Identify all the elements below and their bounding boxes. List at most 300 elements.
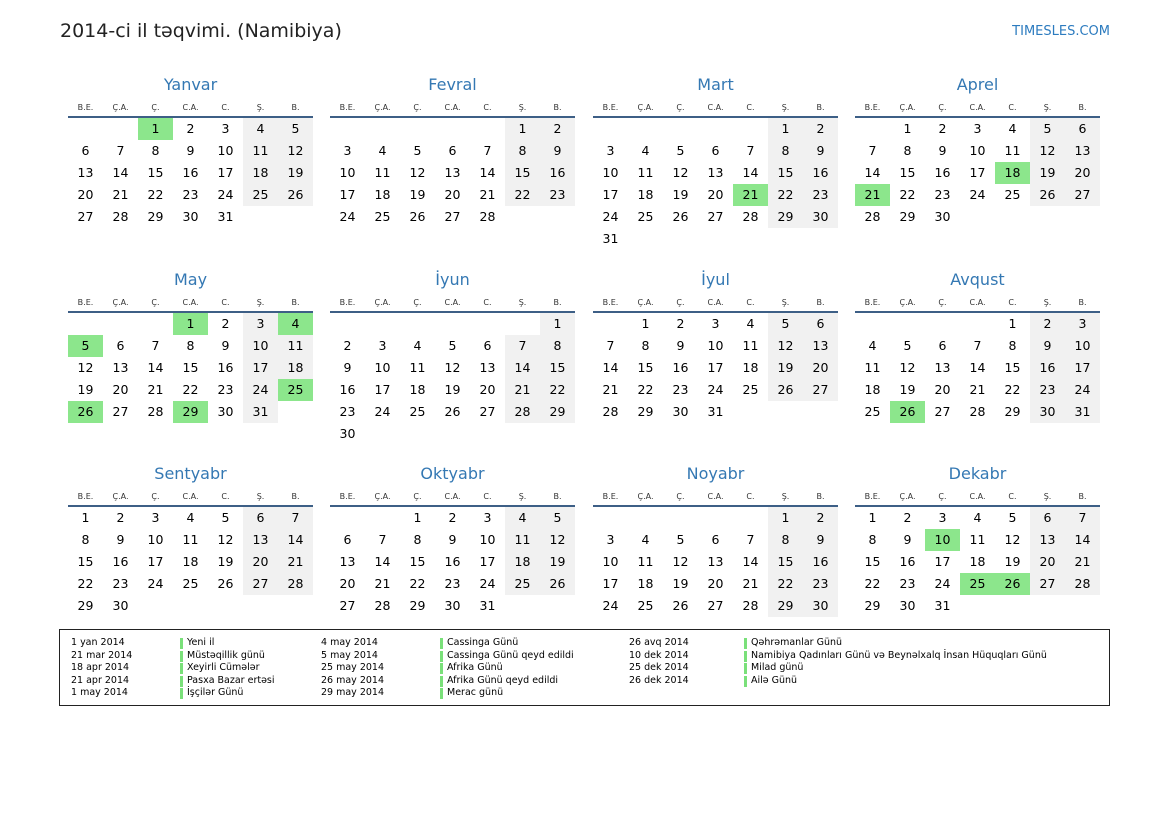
day-cell: 5 [278,118,313,140]
day-cell: 7 [505,335,540,357]
day-cell: 6 [343,532,352,547]
weekday-label: C. [746,298,755,307]
day-cell: 10 [602,554,619,569]
day-cell-holiday: 26 [68,401,103,423]
day-blank [365,118,400,140]
day-cell: 24 [1065,379,1100,401]
day-cell: 17 [147,554,164,569]
day-cell: 27 [444,209,461,224]
month-aprel [855,74,1100,228]
month-name: Noyabr [686,464,745,483]
day-cell: 25 [505,573,540,595]
day-cell: 11 [243,140,278,162]
day-cell: 5 [448,338,457,353]
day-cell: 9 [803,529,838,551]
weekday-header [68,297,313,313]
day-cell: 3 [343,143,352,158]
weekday-label: B.E. [602,492,619,501]
day-cell: 24 [217,187,234,202]
month-name: Fevral [428,75,477,94]
weekday-label: Ç.A. [374,103,391,112]
day-blank [890,313,925,335]
day-blank [103,118,138,140]
day-cell: 8 [540,335,575,357]
day-cell: 16 [934,165,951,180]
month-name: May [173,270,208,289]
day-cell: 12 [899,360,916,375]
day-cell: 10 [602,165,619,180]
day-cell: 22 [864,576,881,591]
day-cell: 6 [938,338,947,353]
day-cell: 25 [243,184,278,206]
day-blank [663,507,698,529]
day-cell: 13 [339,554,356,569]
weekday-label: B. [816,492,825,501]
legend-date: 5 may 2014 [321,649,378,661]
day-cell: 4 [973,510,982,525]
day-cell: 27 [1065,184,1100,206]
day-cell: 2 [221,316,230,331]
weekday-header [855,102,1100,118]
day-cell-holiday: 4 [278,313,313,335]
day-cell: 16 [803,162,838,184]
day-blank [593,118,628,140]
weekday-label: B. [553,298,562,307]
weekday-label: Ç. [676,298,685,307]
weekday-label: C.A. [182,103,199,112]
day-cell: 24 [147,576,164,591]
day-blank [855,118,890,140]
legend-date: 26 dek 2014 [629,674,689,686]
day-cell: 11 [969,532,986,547]
legend-date: 21 mar 2014 [71,649,133,661]
weekday-label: B.E. [77,103,94,112]
day-cell: 22 [147,187,164,202]
calendar-grid [68,74,1102,624]
weekday-label: B.E. [339,298,356,307]
day-cell: 6 [803,313,838,335]
day-cell: 11 [742,338,759,353]
day-cell: 21 [1065,551,1100,573]
day-cell: 15 [899,165,916,180]
day-cell: 14 [742,165,759,180]
day-cell: 26 [672,209,689,224]
day-cell: 15 [409,554,426,569]
weekday-label: B. [291,492,300,501]
day-cell: 2 [903,510,912,525]
day-blank [68,118,103,140]
day-cell: 21 [969,382,986,397]
weekday-label: Ç.A. [112,492,129,501]
day-cell: 3 [938,510,947,525]
day-cell: 19 [77,382,94,397]
legend-date: 1 yan 2014 [71,637,125,648]
weekday-label: C. [746,492,755,501]
day-cell: 8 [641,338,650,353]
weekday-label: Ç. [676,492,685,501]
day-cell: 1 [505,118,540,140]
day-cell: 4 [505,507,540,529]
day-cell: 20 [934,382,951,397]
day-cell: 24 [374,404,391,419]
day-cell: 13 [803,335,838,357]
day-blank [435,118,470,140]
day-cell: 8 [1008,338,1017,353]
weekday-header [855,491,1100,507]
day-cell: 1 [868,510,877,525]
day-cell: 3 [606,143,615,158]
day-cell: 26 [278,184,313,206]
day-cell: 27 [339,598,356,613]
day-cell: 11 [278,335,313,357]
weekday-label: B. [1078,492,1087,501]
day-cell: 27 [707,209,724,224]
day-cell: 17 [1065,357,1100,379]
day-cell: 20 [707,576,724,591]
day-cell: 15 [77,554,94,569]
weekday-label: B. [816,103,825,112]
day-grid [593,313,838,423]
day-cell: 9 [540,140,575,162]
day-cell: 15 [768,551,803,573]
day-grid [330,507,575,617]
site-link[interactable]: TIMESLES.COM [1012,24,1110,39]
day-cell: 20 [339,576,356,591]
day-cell: 20 [1030,551,1065,573]
month-name: İyun [435,270,470,289]
weekday-label: B. [553,492,562,501]
legend-date: 18 apr 2014 [71,662,130,673]
day-cell: 4 [413,338,422,353]
day-cell: 7 [746,532,755,547]
day-cell: 21 [147,382,164,397]
weekday-label: Ş. [518,103,527,112]
weekday-label: Ç. [676,103,685,112]
day-cell: 11 [374,165,391,180]
day-cell: 12 [1004,532,1021,547]
day-grid [330,313,575,445]
day-cell: 30 [444,598,461,613]
day-cell: 19 [672,576,689,591]
day-cell-holiday: 18 [995,162,1030,184]
day-cell: 5 [768,313,803,335]
weekday-header [68,491,313,507]
day-cell: 6 [1065,118,1100,140]
day-cell: 7 [868,143,877,158]
legend-holiday-name: Afrika Günü qeyd edildi [447,674,559,686]
day-cell: 10 [217,143,234,158]
day-cell-holiday: 1 [138,118,173,140]
day-blank [103,313,138,335]
day-cell: 8 [186,338,195,353]
day-blank [365,507,400,529]
day-cell: 8 [151,143,160,158]
day-cell: 16 [1030,357,1065,379]
day-cell: 12 [444,360,461,375]
weekday-label: Ç.A. [637,492,654,501]
day-cell: 25 [1004,187,1021,202]
weekday-label: Ş. [518,298,527,307]
day-cell: 23 [899,576,916,591]
day-cell: 14 [147,360,164,375]
day-cell: 6 [448,143,457,158]
weekday-header [330,297,575,313]
day-cell: 28 [278,573,313,595]
weekday-label: C.A. [969,492,986,501]
day-cell: 23 [540,184,575,206]
day-grid [593,507,838,617]
day-blank [330,507,365,529]
day-cell: 22 [182,382,199,397]
day-grid [68,118,313,228]
day-cell: 3 [243,313,278,335]
weekday-label: Ş. [256,103,265,112]
weekday-label: Ç.A. [637,298,654,307]
day-cell: 4 [243,118,278,140]
day-cell: 14 [1065,529,1100,551]
legend-date: 26 may 2014 [321,674,385,686]
day-cell: 4 [641,143,650,158]
weekday-label: B. [1078,298,1087,307]
day-cell: 29 [147,209,164,224]
legend-holiday-name: Müstəqillik günü [187,649,265,661]
day-cell: 5 [221,510,230,525]
day-cell: 23 [934,187,951,202]
day-cell: 5 [676,532,685,547]
day-cell: 1 [768,118,803,140]
weekday-label: Ç.A. [899,298,916,307]
day-cell: 30 [182,209,199,224]
day-cell: 17 [934,554,951,569]
day-cell: 15 [505,162,540,184]
day-blank [365,313,400,335]
weekday-label: B.E. [602,103,619,112]
day-cell: 30 [1030,401,1065,423]
month-i̇yul [593,269,838,423]
day-cell: 13 [479,360,496,375]
day-cell: 30 [112,598,129,613]
day-cell: 12 [1030,140,1065,162]
day-cell: 7 [151,338,160,353]
day-cell: 21 [374,576,391,591]
day-cell: 17 [602,576,619,591]
day-cell: 1 [413,510,422,525]
day-blank [855,313,890,335]
weekday-label: Ç.A. [637,103,654,112]
day-cell: 29 [77,598,94,613]
weekday-label: Ç. [151,103,160,112]
weekday-label: B. [291,298,300,307]
day-cell: 14 [278,529,313,551]
day-cell: 19 [278,162,313,184]
day-cell: 7 [1065,507,1100,529]
weekday-label: Ş. [1043,298,1052,307]
day-cell: 31 [707,404,724,419]
day-cell: 14 [112,165,129,180]
weekday-header [330,491,575,507]
day-cell: 17 [602,187,619,202]
day-cell: 12 [409,165,426,180]
day-cell: 12 [672,554,689,569]
legend-holiday-name: Merac günü [447,687,504,698]
day-cell: 20 [803,357,838,379]
day-cell: 30 [803,206,838,228]
day-cell: 28 [479,209,496,224]
day-cell: 28 [602,404,619,419]
weekday-label: C. [483,298,492,307]
day-blank [470,118,505,140]
day-cell: 29 [768,595,803,617]
day-grid [330,118,575,228]
day-cell: 16 [444,554,461,569]
day-cell: 18 [278,357,313,379]
day-cell: 24 [602,209,619,224]
day-cell: 1 [540,313,575,335]
legend-holiday-name: Qəhrəmanlar Günü [751,637,843,648]
weekday-label: B. [291,103,300,112]
day-cell: 28 [742,598,759,613]
day-cell: 25 [182,576,199,591]
weekday-label: C.A. [444,298,461,307]
day-cell: 18 [742,360,759,375]
day-cell: 22 [409,576,426,591]
weekday-label: C.A. [182,492,199,501]
day-cell: 27 [77,209,94,224]
day-cell: 18 [637,187,654,202]
day-cell: 23 [182,187,199,202]
weekday-label: B.E. [864,298,881,307]
weekday-label: Ç.A. [374,492,391,501]
day-cell: 13 [707,554,724,569]
day-cell-holiday: 1 [173,313,208,335]
month-name: Dekabr [948,464,1007,483]
day-cell: 9 [448,532,457,547]
day-cell: 17 [479,554,496,569]
day-cell: 2 [1030,313,1065,335]
day-cell: 28 [374,598,391,613]
day-cell: 27 [707,598,724,613]
day-cell: 21 [112,187,129,202]
day-cell: 26 [1030,184,1065,206]
day-cell: 2 [676,316,685,331]
day-cell: 26 [540,573,575,595]
holiday-legend [59,629,1110,706]
day-cell: 13 [444,165,461,180]
day-grid [593,118,838,250]
day-cell: 19 [1030,162,1065,184]
day-cell: 31 [1065,401,1100,423]
day-cell: 1 [903,121,912,136]
day-cell: 16 [182,165,199,180]
day-cell-holiday: 10 [925,529,960,551]
day-cell: 30 [803,595,838,617]
day-blank [505,313,540,335]
day-cell: 4 [746,316,755,331]
day-cell: 22 [768,573,803,595]
day-cell: 6 [81,143,90,158]
day-blank [698,118,733,140]
month-dekabr [855,463,1100,617]
day-cell: 3 [711,316,720,331]
day-cell: 28 [112,209,129,224]
day-cell: 25 [374,209,391,224]
day-cell: 20 [444,187,461,202]
day-cell: 6 [711,532,720,547]
day-blank [138,313,173,335]
day-cell: 6 [116,338,125,353]
day-cell: 19 [1004,554,1021,569]
month-oktyabr [330,463,575,617]
day-cell: 7 [116,143,125,158]
day-cell: 17 [969,165,986,180]
day-cell: 30 [934,209,951,224]
day-cell: 30 [672,404,689,419]
weekday-label: Ş. [781,103,790,112]
day-cell: 14 [602,360,619,375]
weekday-label: C.A. [707,103,724,112]
day-cell: 26 [409,209,426,224]
weekday-label: Ç. [938,492,947,501]
day-cell: 14 [374,554,391,569]
month-i̇yun [330,269,575,445]
weekday-label: B.E. [864,103,881,112]
day-cell: 9 [676,338,685,353]
day-cell: 2 [448,510,457,525]
day-cell: 1 [641,316,650,331]
weekday-label: C.A. [182,298,199,307]
day-cell: 26 [768,379,803,401]
legend-holiday-name: Cassinga Günü [447,637,519,648]
day-cell: 29 [768,206,803,228]
weekday-label: B.E. [864,492,881,501]
day-cell: 9 [343,360,352,375]
day-cell: 14 [969,360,986,375]
month-name: Mart [697,75,734,94]
day-cell: 7 [973,338,982,353]
weekday-label: C. [1008,492,1017,501]
day-cell: 21 [602,382,619,397]
month-fevral [330,74,575,228]
day-cell: 31 [217,209,234,224]
day-cell: 4 [1008,121,1017,136]
day-cell: 3 [606,532,615,547]
day-cell: 15 [540,357,575,379]
day-cell: 10 [374,360,391,375]
day-cell: 3 [483,510,492,525]
weekday-label: Ş. [781,298,790,307]
day-cell: 16 [217,360,234,375]
day-grid [855,507,1100,617]
day-cell: 16 [339,382,356,397]
day-cell: 18 [505,551,540,573]
day-cell: 9 [938,143,947,158]
day-cell: 25 [637,209,654,224]
day-cell-holiday: 29 [173,401,208,423]
day-cell: 28 [742,209,759,224]
day-cell: 26 [672,598,689,613]
day-cell: 22 [1004,382,1021,397]
day-cell: 3 [221,121,230,136]
day-blank [330,118,365,140]
weekday-label: C. [1008,298,1017,307]
day-cell: 13 [1030,529,1065,551]
weekday-label: C. [1008,103,1017,112]
day-cell: 14 [742,554,759,569]
day-cell: 31 [602,231,619,246]
day-cell: 22 [505,184,540,206]
day-cell: 20 [479,382,496,397]
day-cell: 13 [1065,140,1100,162]
